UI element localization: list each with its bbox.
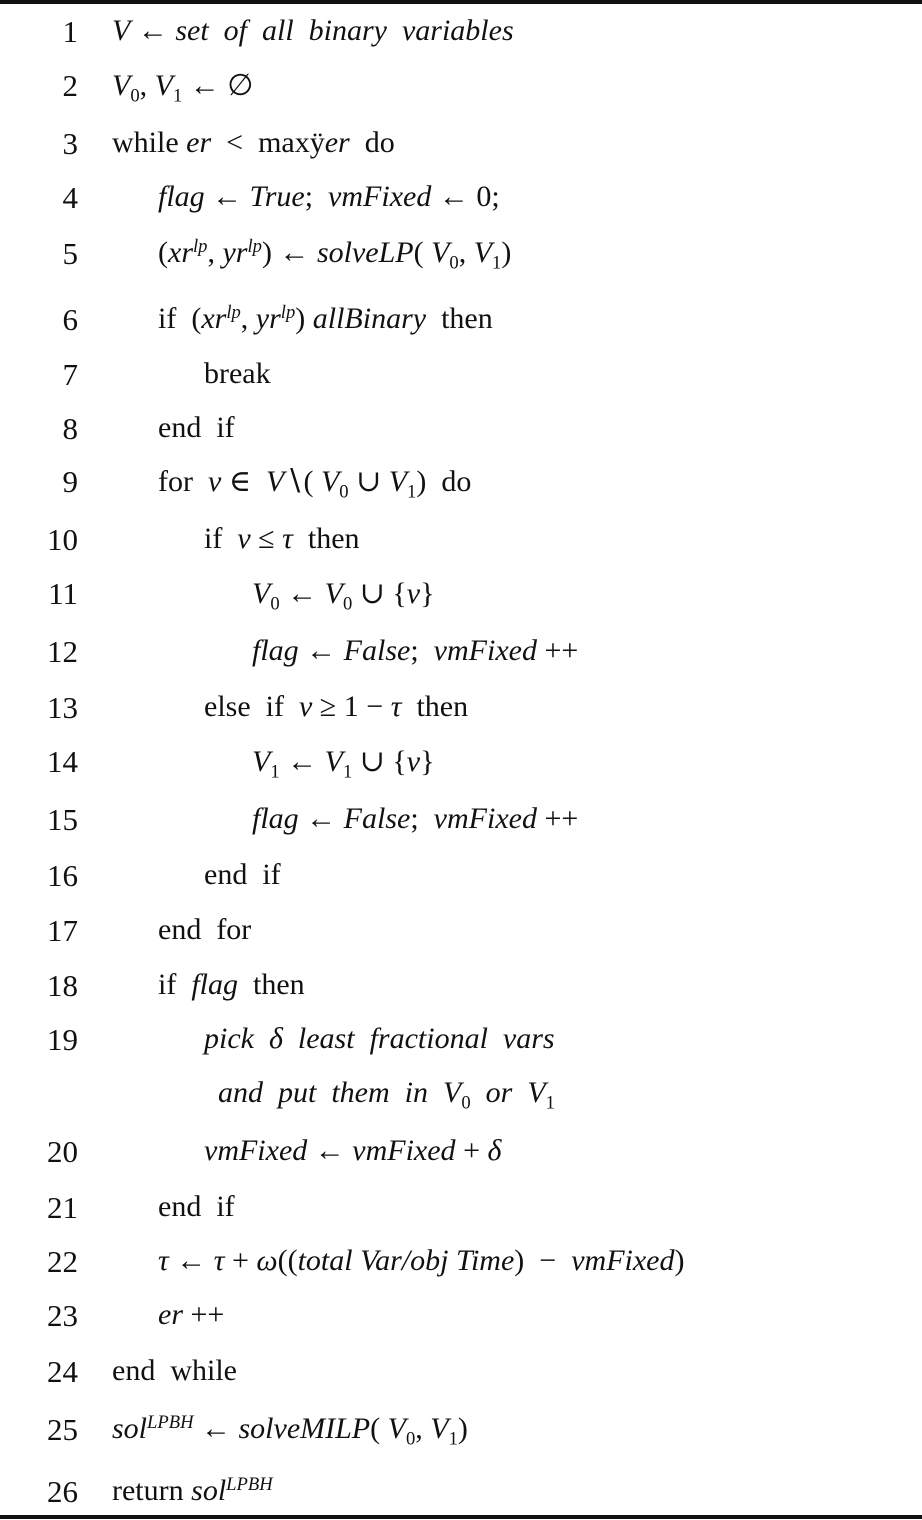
- algorithm-line-17: [0, 911, 922, 951]
- algorithm-line-4: [0, 178, 922, 218]
- line-content: end if: [158, 1190, 235, 1223]
- line-number: 13: [47, 690, 78, 725]
- algorithm-line-18: [0, 966, 922, 1006]
- line-content: end if: [204, 858, 281, 891]
- line-content: break: [204, 357, 271, 390]
- algorithm-line-22: [0, 1242, 922, 1282]
- line-number: 17: [47, 913, 78, 948]
- line-number: 21: [47, 1190, 78, 1225]
- line-number: 23: [47, 1298, 78, 1333]
- line-number: 7: [62, 357, 78, 392]
- line-content: while er < maxÿer do: [112, 126, 395, 159]
- algorithm-line-15: [0, 800, 922, 840]
- line-number: 16: [47, 858, 78, 893]
- line-content: er ++: [158, 1298, 225, 1331]
- line-content: νmFixed ← νmFixed + δ: [204, 1134, 502, 1167]
- line-content: if flag then: [158, 968, 305, 1001]
- line-content: ($xr^{lp}$, $yr^{lp}$) ← solveLP( $V_0$, $V_1$): [158, 236, 512, 274]
- line-number: 4: [62, 180, 78, 215]
- algorithm-line-1: [0, 12, 922, 52]
- algorithm-line-10: [0, 520, 922, 560]
- line-content: $V_0$, $V_1$ ← ∅: [112, 69, 254, 107]
- algorithm-line-3: [0, 124, 922, 164]
- line-number: 19: [47, 1022, 78, 1057]
- algorithm-line-26: [0, 1472, 922, 1512]
- algorithm-line-7: [0, 355, 922, 395]
- line-number: 24: [47, 1354, 78, 1389]
- line-content: flag ← False; νmFixed ++: [252, 634, 579, 667]
- algorithm-line-12: [0, 632, 922, 672]
- algorithm-line-24: [0, 1352, 922, 1392]
- line-content: flag ← False; νmFixed ++: [252, 802, 579, 835]
- bottom-rule: [0, 1515, 922, 1519]
- line-content: flag ← True; νmFixed ← 0;: [158, 180, 500, 213]
- line-content: if v ≤ τ then: [204, 522, 360, 555]
- line-number: 20: [47, 1134, 78, 1169]
- algorithm-line-23: [0, 1296, 922, 1336]
- line-number: 15: [47, 802, 78, 837]
- line-content: sol$^{LPBH}$ ← solveMILP( $V_0$, $V_1$): [112, 1412, 468, 1450]
- algorithm-line-6: [0, 300, 922, 340]
- line-content: end for: [158, 913, 252, 946]
- line-number: 14: [47, 744, 78, 779]
- line-number: 22: [47, 1244, 78, 1279]
- algorithm-line-16: [0, 856, 922, 896]
- line-number: 2: [62, 68, 78, 103]
- algorithm-line-19-continued: [0, 1074, 922, 1114]
- algorithm-line-14: [0, 742, 922, 782]
- line-number: 9: [62, 464, 78, 499]
- algorithm-line-19: [0, 1020, 922, 1060]
- line-number: 10: [47, 522, 78, 557]
- line-content: V ← set of all binary variables: [112, 14, 514, 47]
- top-rule: [0, 0, 922, 4]
- line-number: 6: [62, 302, 78, 337]
- line-content: else if v ≥ 1 − τ then: [204, 690, 469, 723]
- line-content: $V_1$ ← $V_1$ ∪ {v}: [252, 745, 435, 783]
- algorithm-line-5: [0, 234, 922, 274]
- line-content: and put them in $V_0$ or $V_1$: [218, 1076, 555, 1114]
- line-content: τ ← τ + ω((total Var/obj Time) − νmFixed): [158, 1244, 685, 1277]
- line-content: return sol$^{LPBH}$: [112, 1474, 273, 1508]
- algorithm-line-20: [0, 1132, 922, 1172]
- algorithm-line-13: [0, 688, 922, 728]
- line-content: $V_0$ ← $V_0$ ∪ {v}: [252, 577, 435, 615]
- algorithm-line-25: [0, 1410, 922, 1450]
- algorithm-line-8: [0, 409, 922, 449]
- algorithm-line-2: [0, 66, 922, 106]
- line-content: pick δ least fractional vars: [204, 1022, 555, 1055]
- line-content: end if: [158, 411, 235, 444]
- line-content: end while: [112, 1354, 237, 1387]
- line-number: 5: [62, 236, 78, 271]
- line-number: 25: [47, 1412, 78, 1447]
- algorithm-line-11: [0, 574, 922, 614]
- algorithm-line-9: [0, 462, 922, 502]
- line-number: 11: [48, 576, 78, 611]
- line-number: 26: [47, 1474, 78, 1509]
- line-number: 18: [47, 968, 78, 1003]
- line-content: if ($xr^{lp}$, $yr^{lp}$) allBinary then: [158, 302, 493, 336]
- line-number: 3: [62, 126, 78, 161]
- line-content: for v ∈ V∖( $V_0$ ∪ $V_1$) do: [158, 465, 472, 503]
- algorithm-line-21: [0, 1188, 922, 1228]
- line-number: 1: [62, 14, 78, 49]
- line-number: 8: [62, 411, 78, 446]
- line-number: 12: [47, 634, 78, 669]
